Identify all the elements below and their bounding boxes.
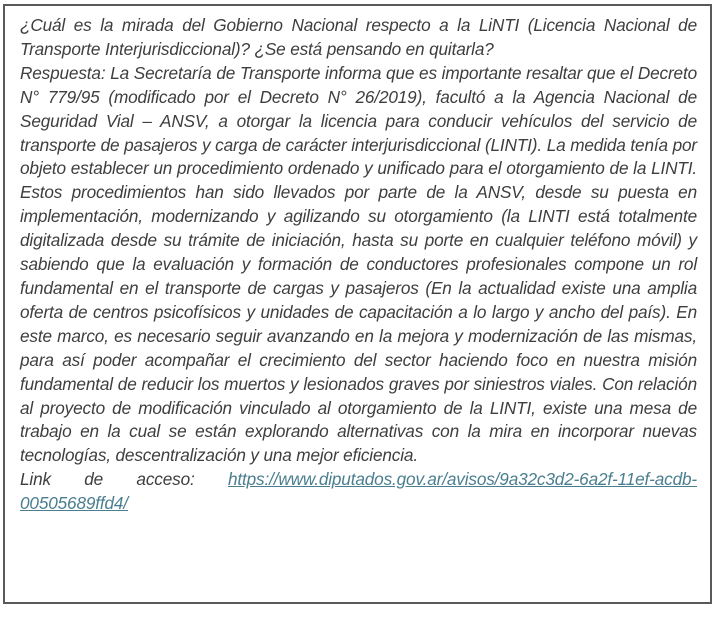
answer-paragraph: Respuesta: La Secretaría de Transporte informa que es importante resaltar que el Decreto N° 779/95 (modificado por el Decreto N° 26/2019), facultó a la Agencia Nacional de Seguridad Vial – ANSV, a otorgar la licencia para conducir vehículos del servicio de transporte de pasajeros y carga de carácter interjurisdiccional (LINTI). La medida tenía por objeto establecer un procedimiento ordenado y unificado para el otorgamiento de la LINTI. Estos procedimientos han sido llevados por parte de la ANSV, desde su puesta en implementación, modernizando y agilizando su otorgamiento (la LINTI está totalmente digitalizada desde su trámite de iniciación, hasta su porte en cualquier teléfono móvil) y sabiendo que la evaluación y formación de conductores profesionales compone un rol fundamental en el transporte de cargas y pasajeros (En la actualidad existe una amplia oferta de centros psicofísicos y unidades de capacitación a lo largo y ancho del país). En este marco, es necesario seguir avanzando en la mejora y modernización de las mismas, para así poder acompañar el crecimiento del sector haciendo foco en nuestra misión fundamental de reducir los muertos y lesionados graves por siniestros viales. Con relación al proyecto de modificación vinculado al otorgamiento de la LINTI, existe una mesa de trabajo en la cual se están explorando alternativas con la mira en incorporar nuevas tecnologías, descentralización y una mejor eficiencia. (20, 62, 697, 466)
link-label: Link de acceso: (20, 469, 228, 490)
qa-text-box (3, 4, 712, 604)
question-paragraph: ¿Cuál es la mirada del Gobierno Nacional respecto a la LiNTI (Licencia Nacional de Transporte Interjurisdiccional)? ¿Se está pensando en quitarla? (20, 15, 697, 59)
access-link[interactable]: https://www.diputados.gov.ar/avisos/9a32c3d2-6a2f-11ef-acdb-00505689ffd4/ (20, 469, 697, 514)
link-paragraph (20, 468, 697, 516)
